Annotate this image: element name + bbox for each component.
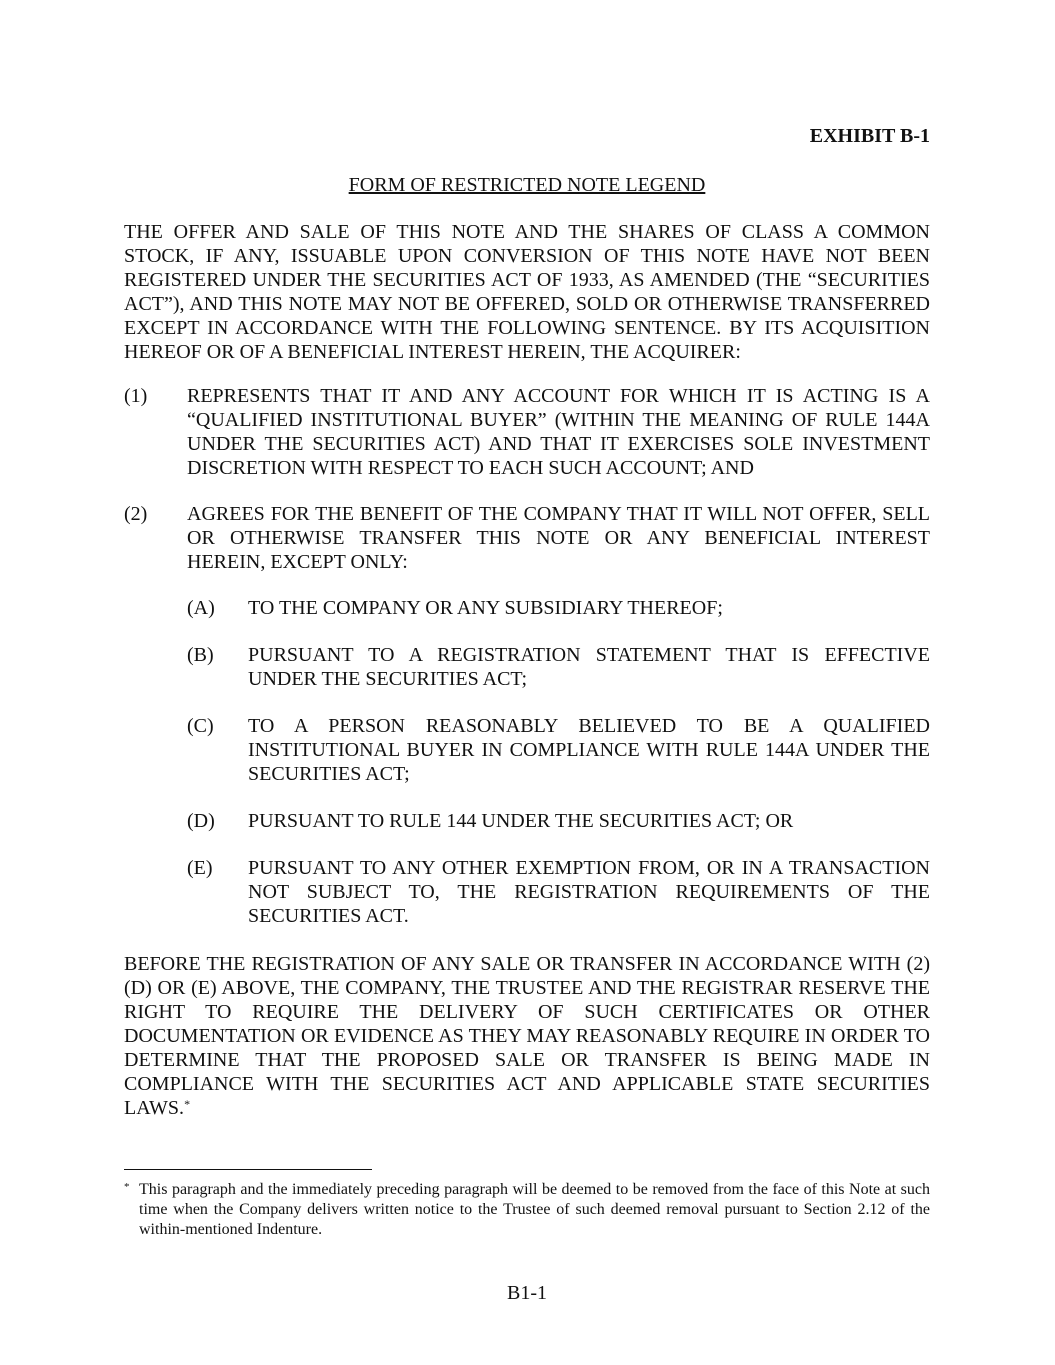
page-number: B1-1 xyxy=(507,1282,547,1304)
footnote-marker: * xyxy=(124,1181,130,1193)
footnote-divider xyxy=(124,1169,372,1170)
sub-item-text: PURSUANT TO RULE 144 UNDER THE SECURITIES ACT; OR xyxy=(248,810,794,832)
footnote-text: This paragraph and the immediately preceding paragraph will be deemed to be removed from the face of this Note at such time when the Company delivers written notice to the Trustee of such deemed removal pursuant to Section 2.12 of the within-mentioned Indenture. xyxy=(139,1181,930,1238)
list-item-number: (1) xyxy=(124,385,148,407)
sub-item-letter: (D) xyxy=(187,810,215,832)
closing-paragraph xyxy=(124,952,930,1120)
list-item-text: AGREES FOR THE BENEFIT OF THE COMPANY THAT IT WILL NOT OFFER, SELL OR OTHERWISE TRANSFER THIS NOTE OR ANY BENEFICIAL INTEREST HEREIN, EXCEPT ONLY: xyxy=(187,503,930,573)
footnote-reference[interactable]: * xyxy=(184,1097,191,1111)
sub-item-text: TO THE COMPANY OR ANY SUBSIDIARY THEREOF; xyxy=(248,597,723,619)
list-item-number: (2) xyxy=(124,503,148,525)
sub-item-text: PURSUANT TO A REGISTRATION STATEMENT THAT IS EFFECTIVE UNDER THE SECURITIES ACT; xyxy=(248,644,930,690)
list-item-text: REPRESENTS THAT IT AND ANY ACCOUNT FOR WHICH IT IS ACTING IS A “QUALIFIED INSTITUTIONAL BUYER” (WITHIN THE MEANING OF RULE 144A UNDER THE SECURITIES ACT) AND THAT IT EXERCISES SOLE INVESTMENT DISCRETION WITH RESPECT TO EACH SUCH ACCOUNT; AND xyxy=(187,385,930,479)
sub-item-letter: (A) xyxy=(187,597,215,619)
closing-paragraph-text: BEFORE THE REGISTRATION OF ANY SALE OR TRANSFER IN ACCORDANCE WITH (2)(D) OR (E) ABOVE, THE COMPANY, THE TRUSTEE AND THE REGISTRAR RESERVE THE RIGHT TO REQUIRE THE DELIVERY OF SUCH CERTIFICATES OR OTHER DOCUMENTATION OR EVIDENCE AS THEY MAY REASONABLY REQUIRE IN ORDER TO DETERMINE THAT THE PROPOSED SALE OR TRANSFER IS BEING MADE IN COMPLIANCE WITH THE SECURITIES ACT AND APPLICABLE STATE SECURITIES LAWS. xyxy=(124,953,930,1119)
sub-item-text: PURSUANT TO ANY OTHER EXEMPTION FROM, OR IN A TRANSACTION NOT SUBJECT TO, THE REGISTRATION REQUIREMENTS OF THE SECURITIES ACT. xyxy=(248,857,930,927)
sub-item-letter: (E) xyxy=(187,857,213,879)
sub-item-letter: (C) xyxy=(187,715,214,737)
sub-item-text: TO A PERSON REASONABLY BELIEVED TO BE A QUALIFIED INSTITUTIONAL BUYER IN COMPLIANCE WITH RULE 144A UNDER THE SECURITIES ACT; xyxy=(248,715,930,785)
exhibit-label: EXHIBIT B-1 xyxy=(809,125,930,147)
intro-paragraph: THE OFFER AND SALE OF THIS NOTE AND THE SHARES OF CLASS A COMMON STOCK, IF ANY, ISSUABLE UPON CONVERSION OF THIS NOTE HAVE NOT BEEN REGISTERED UNDER THE SECURITIES ACT OF 1933, AS AMENDED (THE “SECURITIES ACT”), AND THIS NOTE MAY NOT BE OFFERED, SOLD OR OTHERWISE TRANSFERRED EXCEPT IN ACCORDANCE WITH THE FOLLOWING SENTENCE. BY ITS ACQUISITION HEREOF OR OF A BENEFICIAL INTEREST HEREIN, THE ACQUIRER: xyxy=(124,221,930,363)
sub-item-letter: (B) xyxy=(187,644,214,666)
legend-title: FORM OF RESTRICTED NOTE LEGEND xyxy=(348,174,706,196)
